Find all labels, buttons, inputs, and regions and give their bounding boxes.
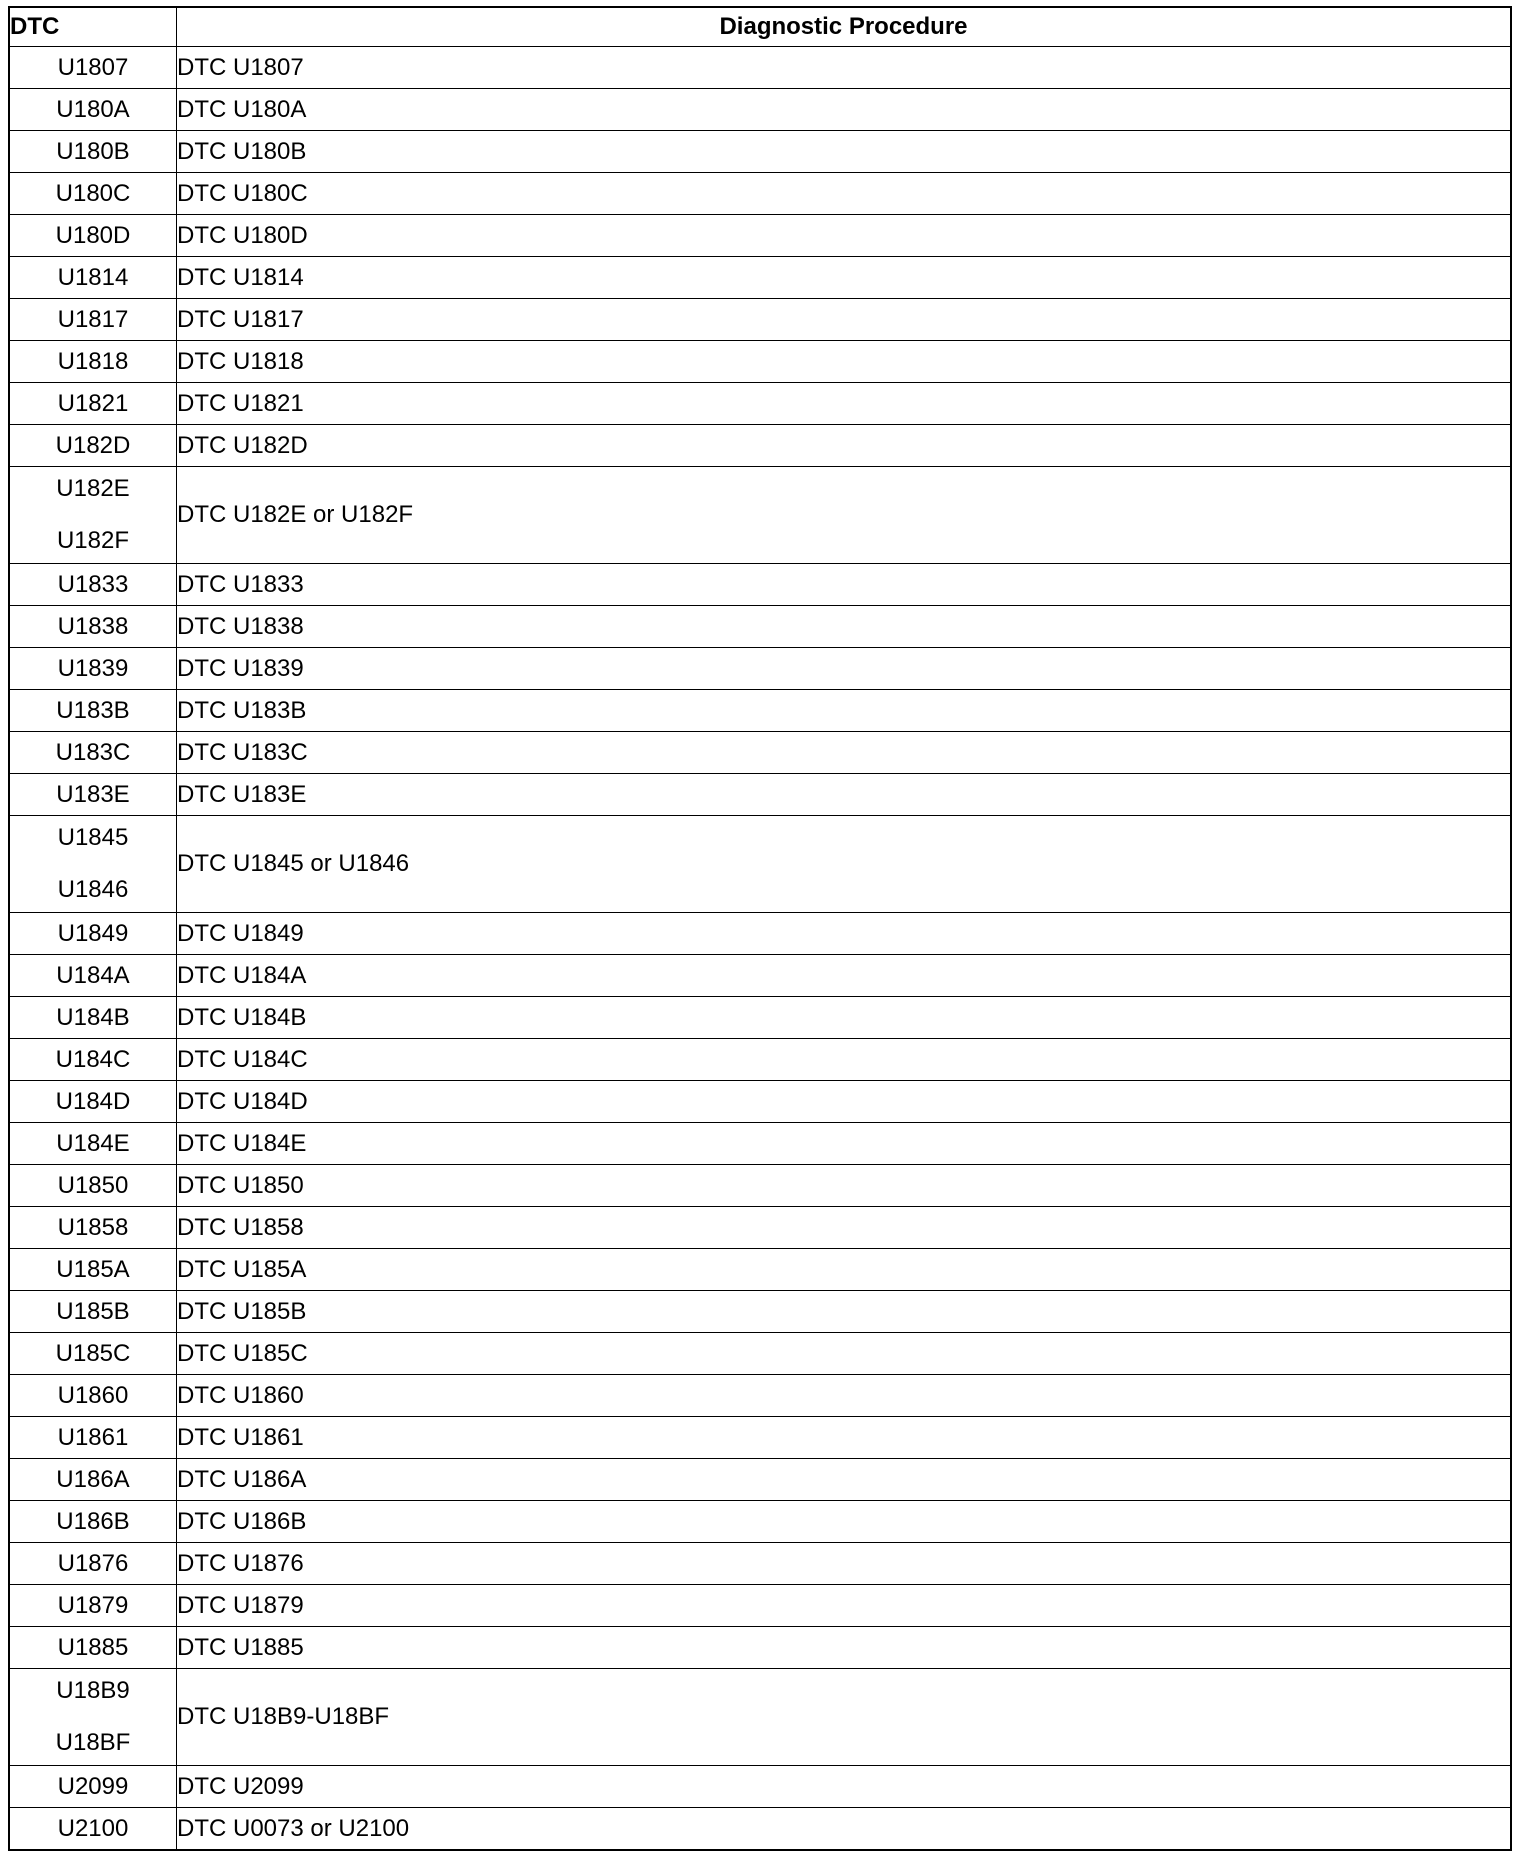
dtc-code-cell xyxy=(9,1123,177,1165)
header-dtc: DTC xyxy=(9,7,177,47)
table-row xyxy=(9,1543,1511,1585)
dtc-code-cell xyxy=(9,47,177,89)
dtc-code-cell xyxy=(9,1375,177,1417)
dtc-code: U1838 xyxy=(57,612,129,640)
dtc-code: U1807 xyxy=(57,53,129,81)
table-row xyxy=(9,1081,1511,1123)
table-row xyxy=(9,913,1511,955)
dtc-code: U183B xyxy=(56,696,130,724)
table-row xyxy=(9,299,1511,341)
table-row xyxy=(9,1039,1511,1081)
dtc-code: U185A xyxy=(56,1255,130,1283)
table-row xyxy=(9,648,1511,690)
diagnostic-procedure-link[interactable]: DTC U1876 xyxy=(177,1543,1512,1585)
dtc-code-cell xyxy=(9,997,177,1039)
diagnostic-procedure-link[interactable]: DTC U1821 xyxy=(177,383,1512,425)
table-row xyxy=(9,1808,1511,1851)
dtc-code-cell xyxy=(9,1333,177,1375)
diagnostic-procedure-link[interactable]: DTC U1838 xyxy=(177,606,1512,648)
diagnostic-procedure-link[interactable]: DTC U185A xyxy=(177,1249,1512,1291)
table-row xyxy=(9,816,1511,913)
dtc-code: U182F xyxy=(56,527,130,554)
diagnostic-procedure-link[interactable]: DTC U1845 or U1846 xyxy=(177,816,1512,913)
table-row xyxy=(9,564,1511,606)
table-row xyxy=(9,955,1511,997)
dtc-code-cell xyxy=(9,732,177,774)
dtc-code-cell xyxy=(9,341,177,383)
dtc-code: U1885 xyxy=(57,1633,129,1661)
table-row xyxy=(9,383,1511,425)
dtc-code: U1879 xyxy=(57,1591,129,1619)
dtc-code: U183C xyxy=(55,738,131,766)
dtc-code: U184E xyxy=(56,1129,130,1157)
dtc-code-cell xyxy=(9,955,177,997)
dtc-code: U184B xyxy=(56,1003,130,1031)
diagnostic-procedure-link[interactable]: DTC U1817 xyxy=(177,299,1512,341)
dtc-code: U1821 xyxy=(57,389,129,417)
dtc-code: U186B xyxy=(56,1507,130,1535)
dtc-code: U1876 xyxy=(57,1549,129,1577)
diagnostic-procedure-link[interactable]: DTC U180B xyxy=(177,131,1512,173)
table-row xyxy=(9,1417,1511,1459)
dtc-code-cell xyxy=(9,1417,177,1459)
dtc-code-cell xyxy=(9,1501,177,1543)
diagnostic-procedure-link[interactable]: DTC U185B xyxy=(177,1291,1512,1333)
diagnostic-procedure-link[interactable]: DTC U1885 xyxy=(177,1627,1512,1669)
dtc-code: U1839 xyxy=(57,654,129,682)
dtc-code: U186A xyxy=(56,1465,130,1493)
table-row xyxy=(9,257,1511,299)
diagnostic-procedure-link[interactable]: DTC U1860 xyxy=(177,1375,1512,1417)
header-diagnostic-procedure: Diagnostic Procedure xyxy=(177,7,1512,47)
dtc-code: U183E xyxy=(56,780,130,808)
diagnostic-procedure-link[interactable]: DTC U185C xyxy=(177,1333,1512,1375)
dtc-code: U184C xyxy=(55,1045,131,1073)
dtc-code-cell xyxy=(9,1249,177,1291)
dtc-code: U1849 xyxy=(57,919,129,947)
diagnostic-procedure-link[interactable]: DTC U180A xyxy=(177,89,1512,131)
diagnostic-procedure-link[interactable]: DTC U1879 xyxy=(177,1585,1512,1627)
dtc-code: U18B9 xyxy=(56,1677,130,1704)
diagnostic-procedure-link[interactable]: DTC U184D xyxy=(177,1081,1512,1123)
dtc-code-cell xyxy=(9,1585,177,1627)
diagnostic-procedure-link[interactable]: DTC U1814 xyxy=(177,257,1512,299)
dtc-code: U184D xyxy=(55,1087,131,1115)
dtc-code: U1818 xyxy=(57,347,129,375)
table-row xyxy=(9,997,1511,1039)
dtc-code-cell xyxy=(9,1766,177,1808)
dtc-code-cell xyxy=(9,1459,177,1501)
table-row xyxy=(9,1375,1511,1417)
table-row xyxy=(9,1585,1511,1627)
table-row xyxy=(9,341,1511,383)
dtc-code-cell xyxy=(9,1543,177,1585)
table-row xyxy=(9,1459,1511,1501)
dtc-code: U182D xyxy=(55,431,131,459)
table-row xyxy=(9,690,1511,732)
dtc-code: U1850 xyxy=(57,1171,129,1199)
diagnostic-procedure-link[interactable]: DTC U1818 xyxy=(177,341,1512,383)
dtc-code-cell xyxy=(9,816,177,913)
dtc-code-cell xyxy=(9,1081,177,1123)
table-row xyxy=(9,1766,1511,1808)
diagnostic-procedure-link[interactable]: DTC U1839 xyxy=(177,648,1512,690)
dtc-code: U2099 xyxy=(57,1772,129,1800)
dtc-code-cell xyxy=(9,299,177,341)
table-row xyxy=(9,774,1511,816)
dtc-code-cell xyxy=(9,89,177,131)
dtc-code: U1833 xyxy=(57,570,129,598)
table-row xyxy=(9,1207,1511,1249)
dtc-code-cell xyxy=(9,1627,177,1669)
diagnostic-procedure-link[interactable]: DTC U183C xyxy=(177,732,1512,774)
table-row xyxy=(9,606,1511,648)
table-row xyxy=(9,425,1511,467)
diagnostic-procedure-link[interactable]: DTC U183B xyxy=(177,690,1512,732)
diagnostic-procedure-link[interactable]: DTC U180C xyxy=(177,173,1512,215)
dtc-code-cell xyxy=(9,383,177,425)
dtc-code-cell xyxy=(9,648,177,690)
dtc-code-cell xyxy=(9,564,177,606)
diagnostic-procedure-link[interactable]: DTC U1849 xyxy=(177,913,1512,955)
diagnostic-procedure-link[interactable]: DTC U182E or U182F xyxy=(177,467,1512,564)
table-row xyxy=(9,1165,1511,1207)
dtc-code: U1861 xyxy=(57,1423,129,1451)
dtc-code: U180D xyxy=(55,221,131,249)
diagnostic-procedure-link[interactable]: DTC U1858 xyxy=(177,1207,1512,1249)
diagnostic-procedure-link[interactable]: DTC U0073 or U2100 xyxy=(177,1808,1512,1851)
diagnostic-procedure-link[interactable]: DTC U184E xyxy=(177,1123,1512,1165)
diagnostic-procedure-link[interactable]: DTC U186A xyxy=(177,1459,1512,1501)
table-row xyxy=(9,215,1511,257)
table-row xyxy=(9,1627,1511,1669)
dtc-code: U18BF xyxy=(55,1729,131,1756)
dtc-code: U180B xyxy=(56,137,130,165)
dtc-code-cell xyxy=(9,1039,177,1081)
dtc-code: U2100 xyxy=(57,1814,129,1842)
diagnostic-procedure-link[interactable]: DTC U2099 xyxy=(177,1766,1512,1808)
diagnostic-procedure-link[interactable]: DTC U184A xyxy=(177,955,1512,997)
diagnostic-procedure-link[interactable]: DTC U186B xyxy=(177,1501,1512,1543)
table-row xyxy=(9,1123,1511,1165)
dtc-code-cell xyxy=(9,467,177,564)
header-row xyxy=(9,7,1511,47)
dtc-code-cell xyxy=(9,425,177,467)
diagnostic-procedure-link[interactable]: DTC U18B9-U18BF xyxy=(177,1669,1512,1766)
table-row xyxy=(9,1501,1511,1543)
table-row xyxy=(9,1669,1511,1766)
table-header xyxy=(9,7,1511,47)
dtc-code: U1858 xyxy=(57,1213,129,1241)
dtc-code: U180A xyxy=(56,95,130,123)
diagnostic-procedure-link[interactable]: DTC U184B xyxy=(177,997,1512,1039)
dtc-code: U1814 xyxy=(57,263,129,291)
dtc-code-cell xyxy=(9,606,177,648)
dtc-code-cell xyxy=(9,774,177,816)
diagnostic-procedure-link[interactable]: DTC U182D xyxy=(177,425,1512,467)
table-row xyxy=(9,467,1511,564)
dtc-code: U182E xyxy=(56,475,130,502)
diagnostic-procedure-link[interactable]: DTC U1833 xyxy=(177,564,1512,606)
dtc-code: U1817 xyxy=(57,305,129,333)
diagnostic-procedure-link[interactable]: DTC U1807 xyxy=(177,47,1512,89)
dtc-code-cell xyxy=(9,913,177,955)
dtc-code-cell xyxy=(9,257,177,299)
dtc-code-cell xyxy=(9,215,177,257)
diagnostic-procedure-link[interactable]: DTC U184C xyxy=(177,1039,1512,1081)
dtc-code: U1846 xyxy=(57,876,129,903)
diagnostic-procedure-link[interactable]: DTC U1850 xyxy=(177,1165,1512,1207)
dtc-code-cell xyxy=(9,1291,177,1333)
table-row xyxy=(9,173,1511,215)
diagnostic-procedure-link[interactable]: DTC U183E xyxy=(177,774,1512,816)
dtc-code-cell xyxy=(9,690,177,732)
dtc-code-cell xyxy=(9,1669,177,1766)
table-row xyxy=(9,89,1511,131)
dtc-code-cell xyxy=(9,173,177,215)
dtc-code: U1845 xyxy=(57,824,129,851)
dtc-code-cell xyxy=(9,1808,177,1851)
diagnostic-procedure-link[interactable]: DTC U180D xyxy=(177,215,1512,257)
dtc-code: U185C xyxy=(55,1339,131,1367)
table-row xyxy=(9,732,1511,774)
dtc-code: U184A xyxy=(56,961,130,989)
dtc-code-cell xyxy=(9,1165,177,1207)
dtc-code-cell xyxy=(9,1207,177,1249)
dtc-code: U180C xyxy=(55,179,131,207)
table-row xyxy=(9,47,1511,89)
dtc-code-cell xyxy=(9,131,177,173)
table-row xyxy=(9,1333,1511,1375)
dtc-code: U1860 xyxy=(57,1381,129,1409)
table-row xyxy=(9,1249,1511,1291)
dtc-code: U185B xyxy=(56,1297,130,1325)
table-row xyxy=(9,1291,1511,1333)
table-row xyxy=(9,131,1511,173)
table-body xyxy=(9,47,1511,1851)
diagnostic-procedure-link[interactable]: DTC U1861 xyxy=(177,1417,1512,1459)
dtc-table xyxy=(8,6,1512,1851)
